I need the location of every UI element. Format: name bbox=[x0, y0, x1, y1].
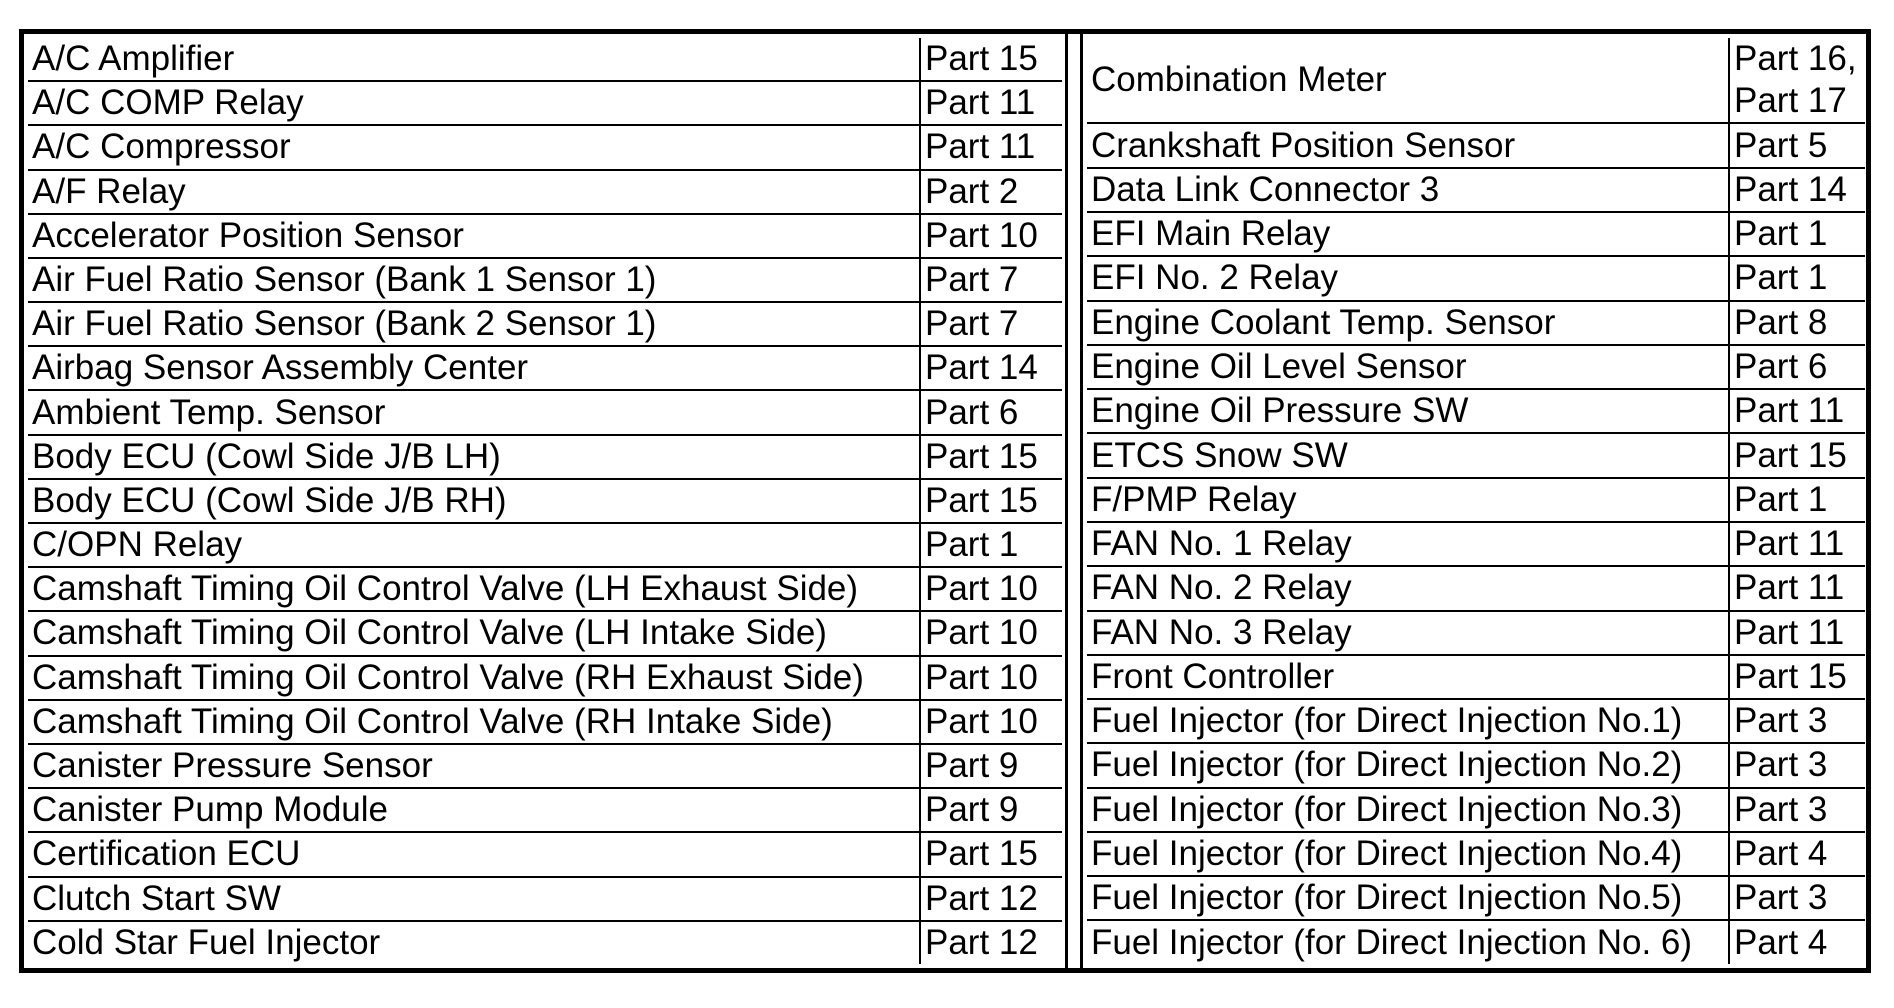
component-name: Engine Oil Pressure SW bbox=[1087, 389, 1729, 433]
part-reference: Part 9 bbox=[920, 788, 1062, 832]
table-row bbox=[1087, 123, 1865, 167]
table-row bbox=[1087, 788, 1865, 832]
part-reference: Part 1 bbox=[920, 523, 1062, 567]
part-reference: Part 15 bbox=[1729, 433, 1865, 477]
table-row bbox=[1087, 478, 1865, 522]
component-name: Engine Coolant Temp. Sensor bbox=[1087, 301, 1729, 345]
table-row bbox=[28, 700, 1062, 744]
component-name: ETCS Snow SW bbox=[1087, 433, 1729, 477]
part-reference: Part 11 bbox=[1729, 566, 1865, 610]
part-reference: Part 10 bbox=[920, 567, 1062, 611]
component-name: EFI Main Relay bbox=[1087, 212, 1729, 256]
part-reference: Part 9 bbox=[920, 744, 1062, 788]
component-name: Canister Pump Module bbox=[28, 788, 920, 832]
component-name: Fuel Injector (for Direct Injection No.4) bbox=[1087, 832, 1729, 876]
component-name: Camshaft Timing Oil Control Valve (LH Exhaust Side) bbox=[28, 567, 920, 611]
table-row bbox=[28, 744, 1062, 788]
component-name: Cold Star Fuel Injector bbox=[28, 921, 920, 964]
table-row bbox=[28, 832, 1062, 876]
table-row bbox=[28, 656, 1062, 700]
table-row bbox=[1087, 522, 1865, 566]
component-name: Front Controller bbox=[1087, 655, 1729, 699]
component-name: Body ECU (Cowl Side J/B RH) bbox=[28, 479, 920, 523]
part-reference: Part 15 bbox=[1729, 655, 1865, 699]
table-row bbox=[1087, 566, 1865, 610]
part-reference: Part 11 bbox=[920, 125, 1062, 169]
part-reference: Part 11 bbox=[1729, 522, 1865, 566]
part-reference: Part 6 bbox=[920, 390, 1062, 434]
table-row bbox=[28, 390, 1062, 434]
table-row bbox=[28, 435, 1062, 479]
part-reference: Part 3 bbox=[1729, 743, 1865, 787]
component-name: Fuel Injector (for Direct Injection No.1) bbox=[1087, 699, 1729, 743]
component-name: Engine Oil Level Sensor bbox=[1087, 345, 1729, 389]
component-name: Camshaft Timing Oil Control Valve (LH Intake Side) bbox=[28, 611, 920, 655]
part-reference: Part 6 bbox=[1729, 345, 1865, 389]
table-row bbox=[1087, 38, 1865, 80]
part-reference: Part 1 bbox=[1729, 212, 1865, 256]
table-row bbox=[1087, 920, 1865, 964]
right-parts-table bbox=[1087, 38, 1865, 964]
component-name: Accelerator Position Sensor bbox=[28, 214, 920, 258]
table-row bbox=[1087, 256, 1865, 300]
table-row bbox=[1087, 433, 1865, 477]
part-reference: Part 16, bbox=[1729, 38, 1865, 80]
table-row bbox=[28, 302, 1062, 346]
component-name: Canister Pressure Sensor bbox=[28, 744, 920, 788]
part-reference: Part 14 bbox=[920, 346, 1062, 390]
part-reference: Part 11 bbox=[1729, 389, 1865, 433]
table-row bbox=[1087, 699, 1865, 743]
component-name: FAN No. 1 Relay bbox=[1087, 522, 1729, 566]
part-reference: Part 5 bbox=[1729, 123, 1865, 167]
component-name: EFI No. 2 Relay bbox=[1087, 256, 1729, 300]
component-name: Ambient Temp. Sensor bbox=[28, 390, 920, 434]
table-row bbox=[28, 38, 1062, 81]
table-row bbox=[1087, 301, 1865, 345]
component-name: A/C Compressor bbox=[28, 125, 920, 169]
component-name: Air Fuel Ratio Sensor (Bank 2 Sensor 1) bbox=[28, 302, 920, 346]
component-name: Combination Meter bbox=[1087, 38, 1729, 123]
part-reference: Part 15 bbox=[920, 435, 1062, 479]
left-parts-table bbox=[28, 38, 1062, 964]
component-name: Clutch Start SW bbox=[28, 877, 920, 921]
table-row bbox=[28, 170, 1062, 214]
component-name: Body ECU (Cowl Side J/B LH) bbox=[28, 435, 920, 479]
component-name: Crankshaft Position Sensor bbox=[1087, 123, 1729, 167]
component-name: Camshaft Timing Oil Control Valve (RH Intake Side) bbox=[28, 700, 920, 744]
part-reference: Part 11 bbox=[1729, 611, 1865, 655]
table-row bbox=[28, 567, 1062, 611]
part-reference: Part 1 bbox=[1729, 478, 1865, 522]
table-row bbox=[28, 125, 1062, 169]
table-row bbox=[1087, 212, 1865, 256]
table-row bbox=[1087, 655, 1865, 699]
table-row bbox=[1087, 611, 1865, 655]
table-row bbox=[28, 523, 1062, 567]
part-reference: Part 4 bbox=[1729, 832, 1865, 876]
component-name: FAN No. 3 Relay bbox=[1087, 611, 1729, 655]
component-name: FAN No. 2 Relay bbox=[1087, 566, 1729, 610]
part-reference: Part 15 bbox=[920, 38, 1062, 81]
table-row bbox=[28, 877, 1062, 921]
table-row bbox=[28, 81, 1062, 125]
part-reference: Part 12 bbox=[920, 877, 1062, 921]
table-row bbox=[1087, 389, 1865, 433]
component-name: C/OPN Relay bbox=[28, 523, 920, 567]
part-reference: Part 4 bbox=[1729, 920, 1865, 964]
column-separator bbox=[1065, 34, 1083, 968]
part-reference: Part 14 bbox=[1729, 168, 1865, 212]
component-name: A/C COMP Relay bbox=[28, 81, 920, 125]
table-row bbox=[28, 788, 1062, 832]
component-name: F/PMP Relay bbox=[1087, 478, 1729, 522]
part-reference: Part 10 bbox=[920, 214, 1062, 258]
part-reference: Part 7 bbox=[920, 258, 1062, 302]
component-name: Air Fuel Ratio Sensor (Bank 1 Sensor 1) bbox=[28, 258, 920, 302]
component-name: Fuel Injector (for Direct Injection No.2) bbox=[1087, 743, 1729, 787]
table-row bbox=[28, 921, 1062, 964]
component-name: Data Link Connector 3 bbox=[1087, 168, 1729, 212]
part-reference: Part 10 bbox=[920, 700, 1062, 744]
part-reference: Part 3 bbox=[1729, 699, 1865, 743]
component-name: A/F Relay bbox=[28, 170, 920, 214]
component-name: Fuel Injector (for Direct Injection No.3) bbox=[1087, 788, 1729, 832]
part-reference: Part 15 bbox=[920, 479, 1062, 523]
table-row bbox=[1087, 743, 1865, 787]
part-reference: Part 12 bbox=[920, 921, 1062, 964]
component-name: Airbag Sensor Assembly Center bbox=[28, 346, 920, 390]
part-reference: Part 10 bbox=[920, 656, 1062, 700]
table-row bbox=[28, 346, 1062, 390]
part-reference: Part 10 bbox=[920, 611, 1062, 655]
table-row bbox=[1087, 168, 1865, 212]
part-reference: Part 7 bbox=[920, 302, 1062, 346]
component-name: Fuel Injector (for Direct Injection No. 6) bbox=[1087, 920, 1729, 964]
part-reference: Part 8 bbox=[1729, 301, 1865, 345]
table-row bbox=[1087, 345, 1865, 389]
component-name: Camshaft Timing Oil Control Valve (RH Exhaust Side) bbox=[28, 656, 920, 700]
part-reference: Part 2 bbox=[920, 170, 1062, 214]
component-name: Certification ECU bbox=[28, 832, 920, 876]
part-reference: Part 15 bbox=[920, 832, 1062, 876]
part-reference: Part 11 bbox=[920, 81, 1062, 125]
component-name: A/C Amplifier bbox=[28, 38, 920, 81]
component-name: Fuel Injector (for Direct Injection No.5) bbox=[1087, 876, 1729, 920]
table-row bbox=[28, 214, 1062, 258]
part-reference: Part 3 bbox=[1729, 876, 1865, 920]
table-row bbox=[1087, 876, 1865, 920]
part-reference: Part 17 bbox=[1729, 80, 1865, 123]
table-row bbox=[28, 258, 1062, 302]
table-row bbox=[28, 611, 1062, 655]
part-reference: Part 3 bbox=[1729, 788, 1865, 832]
part-reference: Part 1 bbox=[1729, 256, 1865, 300]
table-row bbox=[28, 479, 1062, 523]
parts-index-frame bbox=[19, 29, 1871, 973]
table-row bbox=[1087, 832, 1865, 876]
